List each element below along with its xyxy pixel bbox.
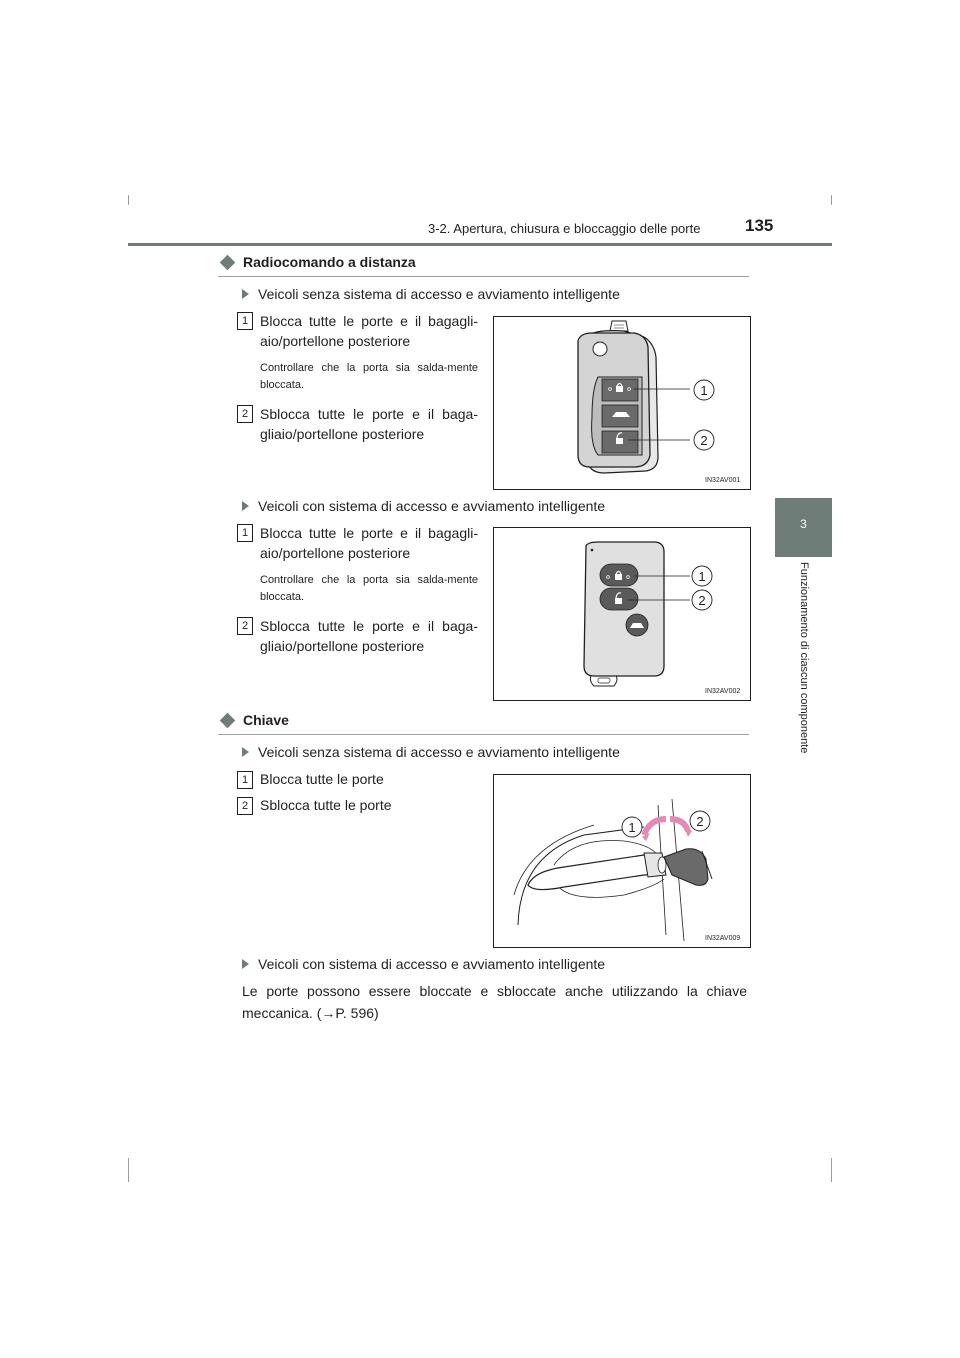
figure-remote-flip-key <box>493 316 751 490</box>
callout-1: 1 <box>698 569 706 584</box>
crop-mark <box>128 1158 129 1182</box>
subheading: Veicoli con sistema di accesso e avviamento intelligente <box>242 498 605 514</box>
callout-1: 1 <box>700 383 708 398</box>
remote-flip-key-illustration <box>494 317 750 489</box>
item-text: Blocca tutte le porte <box>260 771 384 787</box>
subheading: Veicoli senza sistema di accesso e avviamento intelligente <box>242 286 620 302</box>
section-heading: Chiave <box>218 712 289 728</box>
item-number: 1 <box>237 312 253 330</box>
item-text: Blocca tutte le porte e il bagagli-aio/portellone posteriore <box>260 525 478 561</box>
page-number: 135 <box>745 216 774 235</box>
figure-code: IN32AV001 <box>705 477 741 484</box>
callout-1: 1 <box>628 820 636 835</box>
callout-2: 2 <box>698 593 706 608</box>
item-text: Blocca tutte le porte e il bagagli-aio/portellone posteriore <box>260 313 478 349</box>
crop-mark <box>831 195 832 205</box>
item-number: 1 <box>237 771 253 789</box>
section-rule <box>218 734 749 735</box>
callout-2: 2 <box>700 433 708 448</box>
callout-2: 2 <box>696 814 704 829</box>
subheading: Veicoli con sistema di accesso e avviamento intelligente <box>242 956 605 972</box>
item-text: Sblocca tutte le porte e il baga-gliaio/portellone posteriore <box>260 618 478 654</box>
body-paragraph: Le porte possono essere bloccate e sbloccate anche utilizzando la chiave meccanica. (→P. 596) <box>242 983 747 1021</box>
item-note: Controllare che la porta sia salda-mente bloccata. <box>260 574 478 603</box>
figure-code: IN32AV002 <box>705 688 741 695</box>
diamond-icon <box>220 712 236 728</box>
chapter-title: Funzionamento di ciascun componente <box>798 562 810 754</box>
item-number: 2 <box>237 617 253 635</box>
triangle-bullet-icon <box>242 747 249 757</box>
diamond-icon <box>220 254 236 270</box>
door-key-illustration <box>494 775 750 947</box>
triangle-bullet-icon <box>242 959 249 969</box>
item-number: 2 <box>237 405 253 423</box>
figure-code: IN32AV009 <box>705 935 741 942</box>
triangle-bullet-icon <box>242 289 249 299</box>
chapter-title-vertical <box>796 562 812 792</box>
item-number: 2 <box>237 797 253 815</box>
subheading: Veicoli senza sistema di accesso e avviamento intelligente <box>242 744 620 760</box>
crop-mark <box>831 1158 832 1182</box>
figure-smart-key <box>493 527 751 701</box>
triangle-bullet-icon <box>242 501 249 511</box>
item-number: 1 <box>237 524 253 542</box>
item-note: Controllare che la porta sia salda-mente bloccata. <box>260 362 478 391</box>
item-text: Sblocca tutte le porte <box>260 797 392 813</box>
running-title: 3-2. Apertura, chiusura e bloccaggio delle porte <box>428 221 701 236</box>
section-heading: Radiocomando a distanza <box>218 254 416 270</box>
item-text: Sblocca tutte le porte e il baga-gliaio/portellone posteriore <box>260 406 478 442</box>
crop-mark <box>128 195 129 205</box>
smart-key-illustration <box>494 528 750 700</box>
chapter-number: 3 <box>800 517 807 531</box>
figure-door-key <box>493 774 751 948</box>
section-rule <box>218 276 749 277</box>
header-rule <box>128 243 832 246</box>
